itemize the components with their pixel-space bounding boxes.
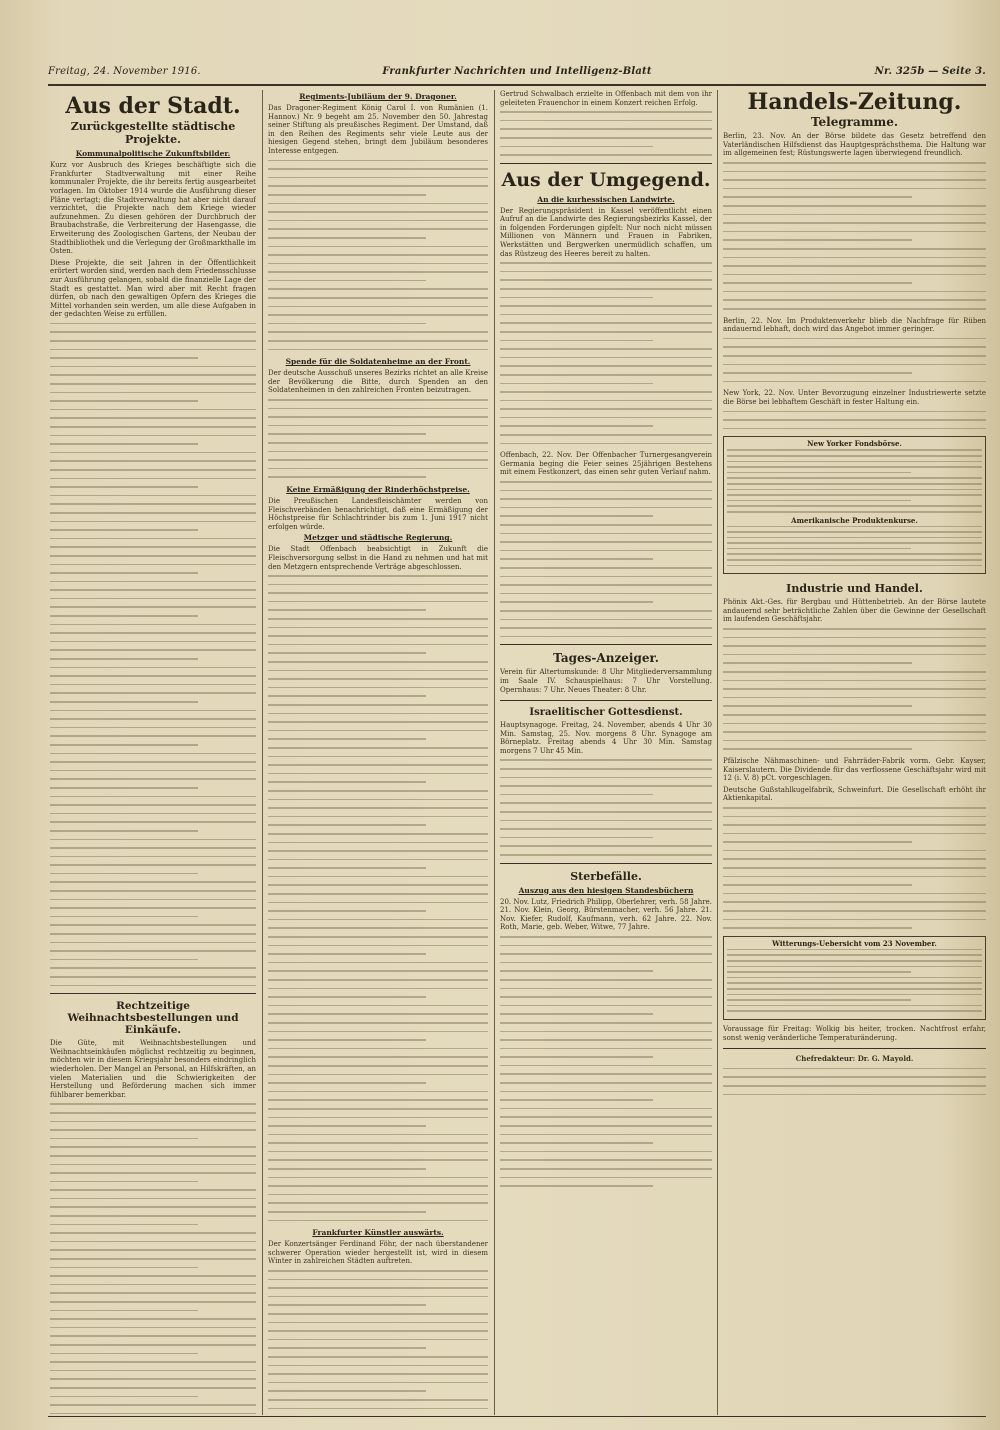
column-separator: [262, 90, 263, 1415]
page-header: [48, 64, 986, 82]
text-filler: [500, 262, 712, 444]
article-title: Metzger und städtische Regierung.: [303, 533, 453, 543]
divider: [50, 993, 256, 994]
text-filler: [50, 1103, 256, 1415]
article-paragraph: Hauptsynagoge. Freitag, 24. November, abends 4 Uhr 30 Min. Samstag, 25. Nov. morgens 8 Uhr. Synagoge am Börneplatz. Freitag abends 4 Uhr 30 Min. Samstag morgens 7 Uhr 45 Min.: [500, 721, 712, 755]
text-filler: [723, 628, 986, 750]
header-page-number: Nr. 325b — Seite 3.: [874, 66, 986, 77]
text-filler: [268, 160, 488, 351]
divider: [500, 863, 712, 864]
article-paragraph: Gertrud Schwalbach erzielte in Offenbach mit dem von ihr geleiteten Frauenchor in einem Konzert reichen Erfolg.: [500, 90, 712, 107]
article-paragraph: 20. Nov. Lutz, Friedrich Philipp, Oberlehrer, verh. 58 Jahre. 21. Nov. Klein, Georg, Bürstenmacher, verh. 56 Jahre. 21. Nov. Kiefer, Rudolf, Kaufmann, verh. 62 Jahre. 22. Nov. Roth, Marie, geb. Weber, Witwe, 77 Jahre.: [500, 897, 712, 932]
table-rows: [727, 526, 982, 567]
article-paragraph: Phönix Akt.-Ges. für Bergbau und Hüttenbetrieb. An der Börse lautete andauernd sehr beträchtliche Zahlen über die Gewinne der Gesellschaft im laufenden Geschäftsjahr.: [723, 598, 986, 624]
article-paragraph: Diese Projekte, die seit Jahren in der Öffentlichkeit erörtert worden sind, werden nach dem Friedensschlusse zur Ausführung gelangen, sobald die finanzielle Lage der Stadt es gestattet. Man wird aber mit Recht fragen dürfen, ob nach den gewaltigen Opfern des Krieges die Mittel vorhanden sein werden, um alle diese Aufgaben in der gedachten Weise zu erfüllen.: [50, 258, 256, 319]
section-title-daily: Tages-Anzeiger.: [553, 651, 659, 666]
article-paragraph: Das Dragoner-Regiment König Carol I. von Rumänien (1. Hannov.) Nr. 9 begeht am 25. November den 50. Jahrestag seiner Stiftung als preußisches Regiment. Der Umstand, daß in den Reihen des Regiments sehr viele Leute aus der hiesigen Gegend stehen, bringt dem Jubiläum besonderes Interesse entgegen.: [268, 104, 488, 155]
table-title: Witterungs-Uebersicht vom 23 November.: [772, 938, 937, 948]
article-subtitle: Kommunalpolitische Zukunftsbilder.: [75, 149, 231, 159]
article-paragraph: Berlin, 23. Nov. An der Börse bildete das Gesetz betreffend den Vaterländischen Hilfsdienst das Hauptgesprächsthema. Die Haltung war im allgemeinen fest; Rüstungswerte lagen überwiegend freundlich.: [723, 132, 986, 158]
article-paragraph: New York, 22. Nov. Unter Bevorzugung einzelner Industriewerte setzte die Börse bei lebhaftem Geschäft in fester Haltung ein.: [723, 389, 986, 406]
text-filler: [500, 936, 712, 1187]
header-date: Freitag, 24. November 1916.: [48, 66, 201, 77]
text-filler: [268, 399, 488, 478]
header-rule: [48, 84, 986, 86]
article-title: Frankfurter Künstler auswärts.: [312, 1228, 444, 1238]
section-title-commerce: Handels-Zeitung.: [747, 90, 962, 115]
text-filler: [500, 759, 712, 855]
column-commerce: [723, 90, 986, 1415]
stock-table: [723, 436, 986, 574]
article-title: Regiments-Jubiläum der 9. Dragoner.: [299, 92, 457, 101]
column-local-news-2: [268, 90, 488, 1415]
article-paragraph: Verein für Altertumskunde: 8 Uhr Mitgliederversammlung im Saale IV. Schauspielhaus: 7 Uhr Vorstellung. Opernhaus: 7 Uhr. Neues Theater: 8 Uhr.: [500, 668, 712, 694]
table-title: New Yorker Fondsbörse.: [807, 439, 902, 449]
article-paragraph: Die Stadt Offenbach beabsichtigt in Zukunft die Fleischversorgung selbst in die Hand zu nehmen und hat mit den Metzgern entsprechende Verträge abgeschlossen.: [268, 545, 488, 571]
table-rows: [727, 449, 982, 512]
article-paragraph: Der Regierungspräsident in Kassel veröffentlicht einen Aufruf an die Landwirte des Regierungsbezirks Kassel, der in folgenden Forderungen gipfelt: Nur noch nicht müssen Millionen von Männern und Frauen in Fabriken, Werkstätten und Bergwerken unermüdlich schaffen, um das Rüstzeug des Heeres bereit zu halten.: [500, 206, 712, 258]
text-filler: [723, 162, 986, 310]
article-paragraph: Kurz vor Ausbruch des Krieges beschäftigte sich die Frankfurter Stadtverwaltung mit einer Reihe kommunaler Projekte, die ihr bereits fertig ausgearbeitet vorlagen. Im Oktober 1914 wurde die Ausführung dieser Pläne vertagt; die Stadtverwaltung hat aber nicht darauf verzichtet, die Projekte nach dem Kriege wieder aufzunehmen. Zu diesen gehören der Durchbruch der Braubachstraße, die Verbreiterung der Hasengasse, die Erweiterung des Zoologischen Gartens, der Neubau der Stadtbibliothek und die Verlegung der Großmarkthalle im Osten.: [50, 161, 256, 256]
article-paragraph: Der Konzertsänger Ferdinand Föhr, der nach überstandener schwerer Operation wieder hergestellt ist, wird in diesem Winter in zahlreichen Städten auftreten.: [268, 1240, 488, 1266]
subsection-title: Industrie und Handel.: [786, 582, 923, 596]
section-title-deaths: Sterbefälle.: [570, 869, 642, 883]
text-filler: [723, 338, 986, 383]
article-title: Zurückgestellte städtische Projekte.: [70, 120, 236, 147]
divider: [723, 1048, 986, 1049]
article-paragraph: Der deutsche Ausschuß unseres Bezirks richtet an alle Kreise der Bevölkerung die Bitte, durch Spenden an den Soldatenheimen in den zahlreichen Fronten beizutragen.: [268, 369, 488, 395]
article-title: Rechtzeitige Weihnachtsbestellungen und Einkäufe.: [67, 1000, 239, 1037]
divider: [500, 644, 712, 645]
editor-line: Chefredakteur: Dr. G. Mayold.: [795, 1054, 914, 1064]
text-filler: [723, 411, 986, 430]
divider: [500, 700, 712, 701]
weather-forecast: Voraussage für Freitag: Wolkig bis heiter, trocken. Nachtfrost erfahr, sonst wenig veränderliche Temperaturänderung.: [723, 1024, 986, 1042]
section-title-services: Israelitischer Gottesdienst.: [529, 707, 683, 719]
table-title: Amerikanische Produktenkurse.: [791, 515, 918, 525]
footer-rule: [48, 1416, 986, 1417]
weather-table: [723, 936, 986, 1020]
subsection-title: Telegramme.: [810, 115, 899, 130]
text-filler: [500, 111, 712, 156]
column-separator: [494, 90, 495, 1415]
article-paragraph: Offenbach, 22. Nov. Der Offenbacher Turnergesangverein Germania beging die Feier seines 25jährigen Bestehens mit einem Festkonzert, das einen sehr guten Verlauf nahm.: [500, 451, 712, 477]
table-rows: [727, 949, 982, 1012]
text-filler: [268, 575, 488, 1221]
section-title-city: Aus der Stadt.: [65, 93, 241, 119]
header-paper-name: Frankfurter Nachrichten und Intelligenz-Blatt: [382, 66, 652, 77]
article-paragraph: Pfälzische Nähmaschinen- und Fahrräder-Fabrik vorm. Gebr. Kayser, Kaiserslautern. Die Dividende für das verflossene Geschäftsjahr wird mit 12 (i. V. 8) pCt. vorgeschlagen.: [723, 756, 986, 783]
column-local-news: [50, 90, 256, 1415]
text-filler: [500, 481, 712, 637]
divider: [500, 163, 712, 164]
text-filler: [723, 807, 986, 929]
article-subtitle: Auszug aus den hiesigen Standesbüchern: [518, 885, 694, 895]
column-region: [500, 90, 712, 1415]
text-filler: [268, 1270, 488, 1415]
text-filler: [50, 323, 256, 986]
column-separator: [717, 90, 718, 1415]
article-paragraph: Die Güte, mit Weihnachtsbestellungen und Weihnachtseinkäufen möglichst rechtzeitig zu beginnen, möchten wir in diesem Kriegsjahr besonders eindringlich wiederholen. Der Mangel an Personal, an Hilfskräften, an vielen Materialien und die Schwierigkeiten der Herstellung und Beförderung machen sich immer fühlbarer bemerkbar.: [50, 1039, 256, 1099]
article-paragraph: Deutsche Gußstahlkugelfabrik, Schweinfurt. Die Gesellschaft erhöht ihr Aktienkapital.: [723, 785, 986, 803]
article-paragraph: Die Preußischen Landesfleischämter werden von Fleischverbänden benachrichtigt, daß eine Ermäßigung der Höchstpreise für Schlachtrinder bis zum 1. Juni 1917 nicht erfolgen würde.: [268, 496, 488, 531]
section-title-region: Aus der Umgegend.: [501, 168, 711, 191]
article-paragraph: Berlin, 22. Nov. Im Produktenverkehr blieb die Nachfrage für Rüben andauernd lebhaft, doch wird das Angebot immer geringer.: [723, 316, 986, 334]
article-title: Keine Ermäßigung der Rinderhöchstpreise.: [286, 484, 470, 494]
text-filler: [723, 1068, 986, 1095]
article-subtitle: An die kurhessischen Landwirte.: [537, 194, 675, 204]
article-title: Spende für die Soldatenheime an der Front.: [285, 357, 471, 367]
